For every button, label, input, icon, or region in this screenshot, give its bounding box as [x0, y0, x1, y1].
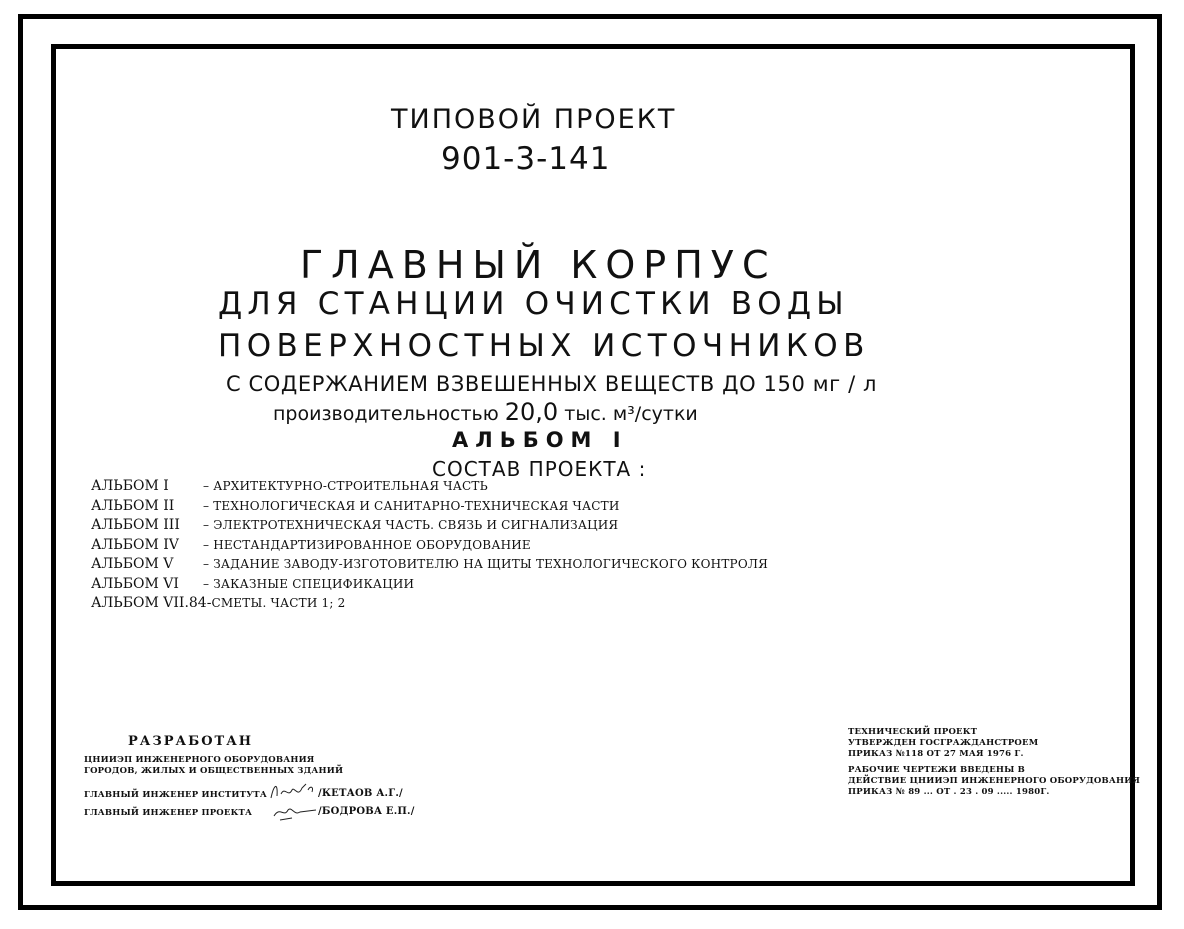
- album-description: – АРХИТЕКТУРНО-СТРОИТЕЛЬНАЯ ЧАСТЬ: [203, 479, 488, 493]
- developer-org-line-1: ЦНИИЭП ИНЖЕНЕРНОГО ОБОРУДОВАНИЯ: [84, 755, 315, 765]
- album-list-item: [91, 498, 768, 518]
- album-number: АЛЬБОМ VII.84-: [91, 595, 212, 611]
- album-description: – НЕСТАНДАРТИЗИРОВАННОЕ ОБОРУДОВАНИЕ: [203, 537, 531, 552]
- main-title: ГЛАВНЫЙ КОРПУС: [300, 243, 777, 287]
- chief-institute-signature: [268, 780, 320, 804]
- album-number: АЛЬБОМ III: [91, 517, 180, 533]
- title-line-5: [273, 398, 698, 426]
- album-description: СМЕТЫ. ЧАСТИ 1; 2: [211, 596, 346, 610]
- album-description: – ЗАДАНИЕ ЗАВОДУ-ИЗГОТОВИТЕЛЮ НА ЩИТЫ ТЕХНОЛОГИЧЕСКОГО КОНТРОЛЯ: [203, 557, 768, 571]
- album-list-item: [91, 595, 768, 615]
- approval-line-1: ТЕХНИЧЕСКИЙ ПРОЕКТ: [848, 727, 978, 737]
- album-description: – ЭЛЕКТРОТЕХНИЧЕСКАЯ ЧАСТЬ. СВЯЗЬ И СИГНАЛИЗАЦИЯ: [203, 518, 619, 532]
- composition-title: СОСТАВ ПРОЕКТА :: [432, 457, 647, 481]
- capacity-prefix: производительностью: [273, 403, 499, 425]
- chief-project-name: /БОДРОВА Е.П./: [318, 806, 415, 817]
- approval-line-6: ПРИКАЗ № 89 ... ОТ . 23 . 09 ..... 1980Г.: [848, 787, 1050, 797]
- album-list-item: [91, 517, 768, 537]
- developer-title: РАЗРАБОТАН: [128, 734, 254, 749]
- chief-institute-name: /КЕТАОВ А.Г./: [318, 788, 403, 799]
- project-number: 901-3-141: [441, 141, 611, 177]
- album-list: [91, 478, 768, 615]
- capacity-value: 20,0: [504, 398, 559, 426]
- album-list-item: [91, 478, 768, 498]
- album-number: АЛЬБОМ IV: [91, 536, 179, 553]
- album-title: АЛЬБОМ I: [452, 428, 628, 452]
- chief-institute-role: ГЛАВНЫЙ ИНЖЕНЕР ИНСТИТУТА: [84, 790, 267, 800]
- album-list-item: [91, 576, 768, 596]
- album-description: – ЗАКАЗНЫЕ СПЕЦИФИКАЦИИ: [203, 576, 415, 591]
- title-line-3: ПОВЕРХНОСТНЫХ ИСТОЧНИКОВ: [218, 328, 870, 364]
- capacity-unit: тыс. м³/сутки: [564, 403, 698, 425]
- chief-project-role: ГЛАВНЫЙ ИНЖЕНЕР ПРОЕКТА: [84, 808, 253, 818]
- project-label: ТИПОВОЙ ПРОЕКТ: [391, 104, 677, 135]
- approval-line-2: УТВЕРЖДЕН ГОСГРАЖДАНСТРОЕМ: [848, 738, 1039, 748]
- album-number: АЛЬБОМ VI: [91, 575, 179, 592]
- album-number: АЛЬБОМ II: [91, 497, 175, 514]
- developer-org-line-2: ГОРОДОВ, ЖИЛЫХ И ОБЩЕСТВЕННЫХ ЗДАНИЙ: [84, 766, 344, 776]
- album-number: АЛЬБОМ V: [91, 556, 174, 572]
- approval-line-5: ДЕЙСТВИЕ ЦНИИЭП ИНЖЕНЕРНОГО ОБОРУДОВАНИЯ: [848, 776, 1141, 786]
- album-number: АЛЬБОМ I: [91, 478, 169, 494]
- approval-line-4: РАБОЧИЕ ЧЕРТЕЖИ ВВЕДЕНЫ В: [848, 765, 1026, 775]
- album-description: – ТЕХНОЛОГИЧЕСКАЯ И САНИТАРНО-ТЕХНИЧЕСКАЯ ЧАСТИ: [203, 498, 620, 513]
- title-line-2: ДЛЯ СТАНЦИИ ОЧИСТКИ ВОДЫ: [218, 286, 849, 322]
- album-list-item: [91, 537, 768, 557]
- chief-project-signature: [272, 802, 320, 822]
- title-line-4: С СОДЕРЖАНИЕМ ВЗВЕШЕННЫХ ВЕЩЕСТВ ДО 150 мг / л: [226, 372, 878, 396]
- approval-line-3: ПРИКАЗ №118 ОТ 27 МАЯ 1976 Г.: [848, 749, 1024, 759]
- album-list-item: [91, 556, 768, 576]
